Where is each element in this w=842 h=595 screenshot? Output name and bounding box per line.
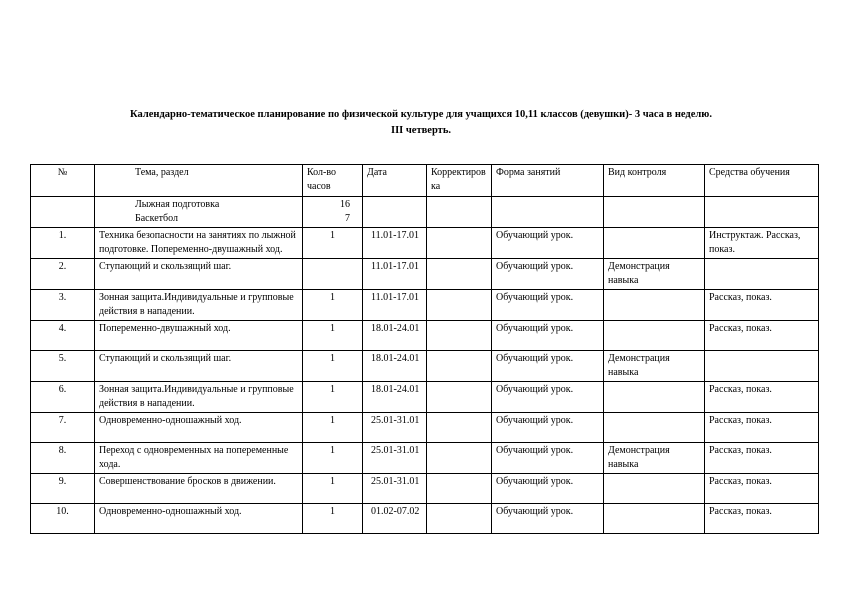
header-date: Дата	[363, 165, 427, 197]
row-control: Демонстрация навыка	[604, 351, 705, 382]
row-topic: Совершенствование бросков в движении.	[95, 474, 303, 504]
section-names	[95, 197, 303, 228]
row-topic: Одновременно-одношажный ход.	[95, 504, 303, 534]
row-num: 7.	[31, 413, 95, 443]
row-count: 1	[303, 228, 363, 259]
row-num: 5.	[31, 351, 95, 382]
row-num: 2.	[31, 259, 95, 290]
row-correction	[427, 259, 492, 290]
row-count: 1	[303, 443, 363, 474]
row-form: Обучающий урок.	[492, 351, 604, 382]
header-correction: Корректировка	[427, 165, 492, 197]
row-means: Рассказ, показ.	[705, 321, 819, 351]
row-topic: Техника безопасности на занятиях по лыжной подготовке. Попеременно-двушажный ход.	[95, 228, 303, 259]
row-date: 11.01-17.01	[363, 290, 427, 321]
section-name: Баскетбол	[135, 213, 178, 224]
row-means: Рассказ, показ.	[705, 474, 819, 504]
row-form: Обучающий урок.	[492, 443, 604, 474]
header-num: №	[31, 165, 95, 197]
quarter-subtitle: III четверть.	[391, 125, 451, 136]
header-topic: Тема, раздел	[95, 165, 303, 197]
row-means: Рассказ, показ.	[705, 290, 819, 321]
row-num: 6.	[31, 382, 95, 413]
table-row	[31, 413, 819, 443]
row-num: 8.	[31, 443, 95, 474]
row-means: Рассказ, показ.	[705, 382, 819, 413]
row-means: Рассказ, показ.	[705, 504, 819, 534]
row-date: 01.02-07.02	[363, 504, 427, 534]
row-num: 4.	[31, 321, 95, 351]
row-date: 18.01-24.01	[363, 382, 427, 413]
row-control: Демонстрация навыка	[604, 259, 705, 290]
row-form: Обучающий урок.	[492, 504, 604, 534]
header-means: Средства обучения	[705, 165, 819, 197]
row-num: 10.	[31, 504, 95, 534]
header-form: Форма занятий	[492, 165, 604, 197]
section-empty	[427, 197, 492, 228]
section-count: 16	[340, 199, 350, 210]
row-form: Обучающий урок.	[492, 290, 604, 321]
table-row	[31, 259, 819, 290]
header-row	[31, 165, 819, 197]
row-control	[604, 413, 705, 443]
section-empty	[363, 197, 427, 228]
row-form: Обучающий урок.	[492, 228, 604, 259]
header-count: Кол-во часов	[303, 165, 363, 197]
row-form: Обучающий урок.	[492, 259, 604, 290]
row-correction	[427, 351, 492, 382]
row-correction	[427, 443, 492, 474]
row-correction	[427, 290, 492, 321]
row-count	[303, 259, 363, 290]
row-count: 1	[303, 351, 363, 382]
row-count: 1	[303, 290, 363, 321]
row-correction	[427, 413, 492, 443]
table-row	[31, 382, 819, 413]
header-control: Вид контроля	[604, 165, 705, 197]
section-empty	[492, 197, 604, 228]
row-topic: Зонная защита.Индивидуальные и групповые действия в нападении.	[95, 290, 303, 321]
table-row	[31, 290, 819, 321]
row-topic: Попеременно-двушажный ход.	[95, 321, 303, 351]
row-date: 25.01-31.01	[363, 413, 427, 443]
row-count: 1	[303, 382, 363, 413]
row-date: 18.01-24.01	[363, 351, 427, 382]
row-form: Обучающий урок.	[492, 413, 604, 443]
row-date: 11.01-17.01	[363, 259, 427, 290]
row-correction	[427, 474, 492, 504]
row-correction	[427, 228, 492, 259]
row-control	[604, 504, 705, 534]
table-row	[31, 504, 819, 534]
table-row	[31, 474, 819, 504]
row-topic: Переход с одновременных на попеременные хода.	[95, 443, 303, 474]
plan-table	[30, 164, 819, 534]
row-date: 25.01-31.01	[363, 443, 427, 474]
row-num: 9.	[31, 474, 95, 504]
section-row	[31, 197, 819, 228]
row-means	[705, 259, 819, 290]
row-means: Инструктаж. Рассказ, показ.	[705, 228, 819, 259]
row-topic: Ступающий и скользящий шаг.	[95, 351, 303, 382]
row-means	[705, 351, 819, 382]
section-empty	[31, 197, 95, 228]
section-counts	[303, 197, 363, 228]
section-empty	[604, 197, 705, 228]
row-control	[604, 382, 705, 413]
section-empty	[705, 197, 819, 228]
row-form: Обучающий урок.	[492, 474, 604, 504]
row-control	[604, 228, 705, 259]
row-means: Рассказ, показ.	[705, 443, 819, 474]
row-form: Обучающий урок.	[492, 382, 604, 413]
row-num: 1.	[31, 228, 95, 259]
row-topic: Зонная защита.Индивидуальные и групповые действия в нападении.	[95, 382, 303, 413]
table-row	[31, 351, 819, 382]
row-means: Рассказ, показ.	[705, 413, 819, 443]
row-control	[604, 290, 705, 321]
row-count: 1	[303, 504, 363, 534]
row-date: 25.01-31.01	[363, 474, 427, 504]
row-control	[604, 321, 705, 351]
row-correction	[427, 382, 492, 413]
row-count: 1	[303, 413, 363, 443]
row-control: Демонстрация навыка	[604, 443, 705, 474]
document-title: Календарно-тематическое планирование по физической культуре для учащихся 10,11 классов (девушки)- 3 часа в неделю.	[130, 109, 712, 120]
section-count: 7	[345, 213, 350, 224]
row-count: 1	[303, 474, 363, 504]
table-row	[31, 443, 819, 474]
row-num: 3.	[31, 290, 95, 321]
table-row	[31, 321, 819, 351]
table-row	[31, 228, 819, 259]
row-control	[604, 474, 705, 504]
row-date: 11.01-17.01	[363, 228, 427, 259]
row-date: 18.01-24.01	[363, 321, 427, 351]
row-topic: Ступающий и скользящий шаг.	[95, 259, 303, 290]
row-correction	[427, 321, 492, 351]
section-name: Лыжная подготовка	[135, 199, 220, 210]
row-topic: Одновременно-одношажный ход.	[95, 413, 303, 443]
row-count: 1	[303, 321, 363, 351]
row-form: Обучающий урок.	[492, 321, 604, 351]
row-correction	[427, 504, 492, 534]
